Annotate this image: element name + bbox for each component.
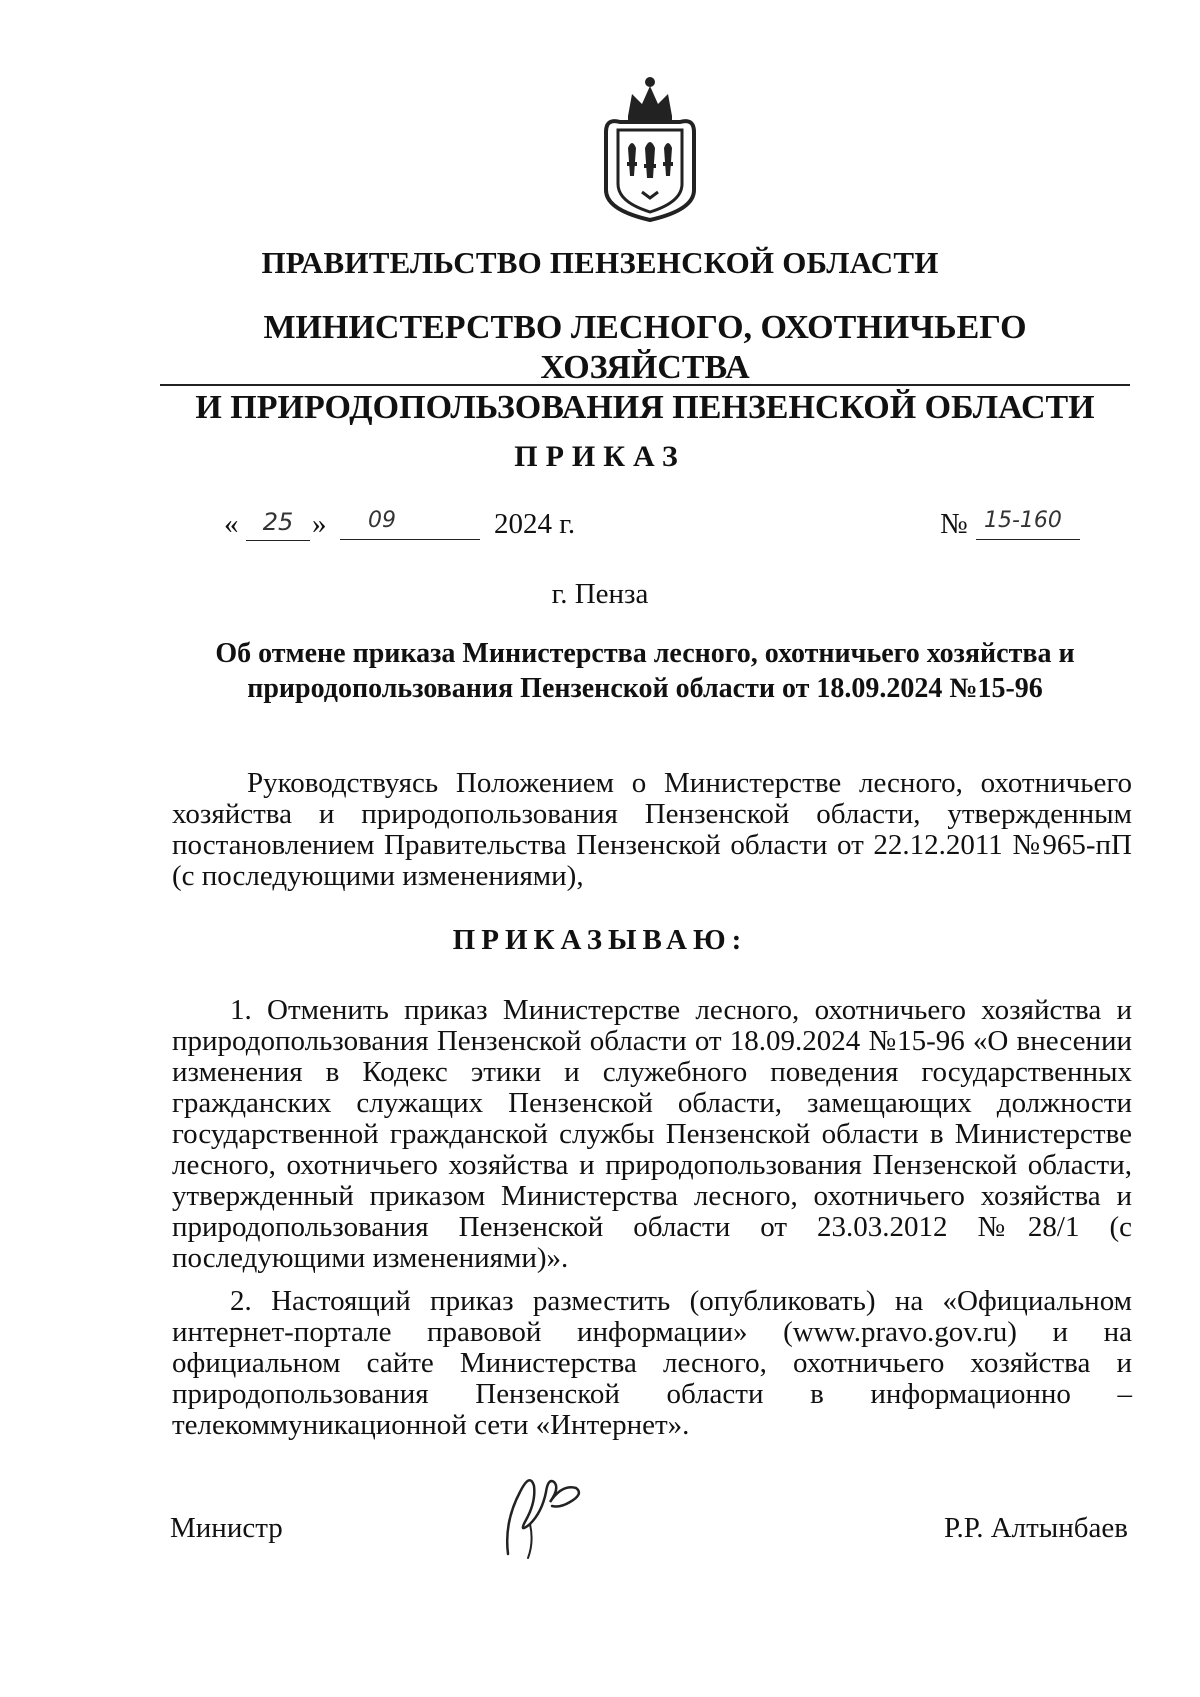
signatory-name: Р.Р. Алтынбаев [943, 1512, 1128, 1544]
preamble-paragraph: Руководствуясь Положением о Министерстве лесного, охотничьего хозяйства и природопользования Пензенской области, утвержденным постановлением Правительства Пензенской области от 22.12.2011 №965-пП (с последующими изменениями), [172, 767, 1132, 892]
ministry-heading [160, 308, 1130, 428]
order-item-1: 1. Отменить приказ Министерстве лесного, охотничьего хозяйства и природопользования Пензенской области от 18.09.2024 №15-96 «О внесении изменения в Кодекс этики и служебного поведения государственных гражданских служащих Пензенской области, замещающих должности государственной гражданской службы Пензенской области в Министерстве лесного, охотничьего хозяйства и природопользования Пензенской области, утвержденный приказом Министерства лесного, охотничьего хозяйства и природопользования Пензенской области от 23.03.2012 №28/1 (с последующими изменениями)». [172, 994, 1132, 1274]
signatory-position: Министр [170, 1512, 283, 1544]
order-subject-line1: Об отмене приказа Министерства лесного, охотничьего хозяйства и [215, 638, 1075, 669]
order-subject-line2: природопользования Пензенской области от 18.09.2024 №15-96 [247, 673, 1043, 704]
order-number-label: № [940, 508, 968, 540]
date-day: 25 [246, 508, 310, 541]
order-item-2: 2. Настоящий приказ разместить (опубликовать) на «Официальном интернет-портале правовой информации» (www.pravo.gov.ru) и на официальном сайте Министерства лесного, охотничьего хозяйства и природопользования Пензенской области в информационно – телекоммуникационной сети «Интернет». [172, 1285, 1132, 1441]
handwritten-signature-icon [490, 1462, 600, 1562]
order-title: ПРИКАЗ [514, 440, 686, 473]
date-month: 09 [340, 508, 480, 540]
order-number: 15-160 [976, 508, 1080, 540]
government-heading: ПРАВИТЕЛЬСТВО ПЕНЗЕНСКОЙ ОБЛАСТИ [261, 245, 939, 280]
date-quote-open: « [224, 508, 239, 540]
order-subject [190, 636, 1100, 706]
ministry-heading-line1: МИНИСТЕРСТВО ЛЕСНОГО, ОХОТНИЧЬЕГО ХОЗЯЙСТВА [263, 309, 1027, 386]
city: г. Пенза [551, 578, 649, 610]
date-year: 2024 г. [494, 508, 576, 540]
header-divider [160, 384, 1130, 386]
ministry-heading-line2: И ПРИРОДОПОЛЬЗОВАНИЯ ПЕНЗЕНСКОЙ ОБЛАСТИ [195, 389, 1095, 426]
coat-of-arms-icon [598, 72, 702, 222]
date-quote-close: » [312, 508, 327, 540]
order-verb: ПРИКАЗЫВАЮ: [452, 924, 748, 956]
